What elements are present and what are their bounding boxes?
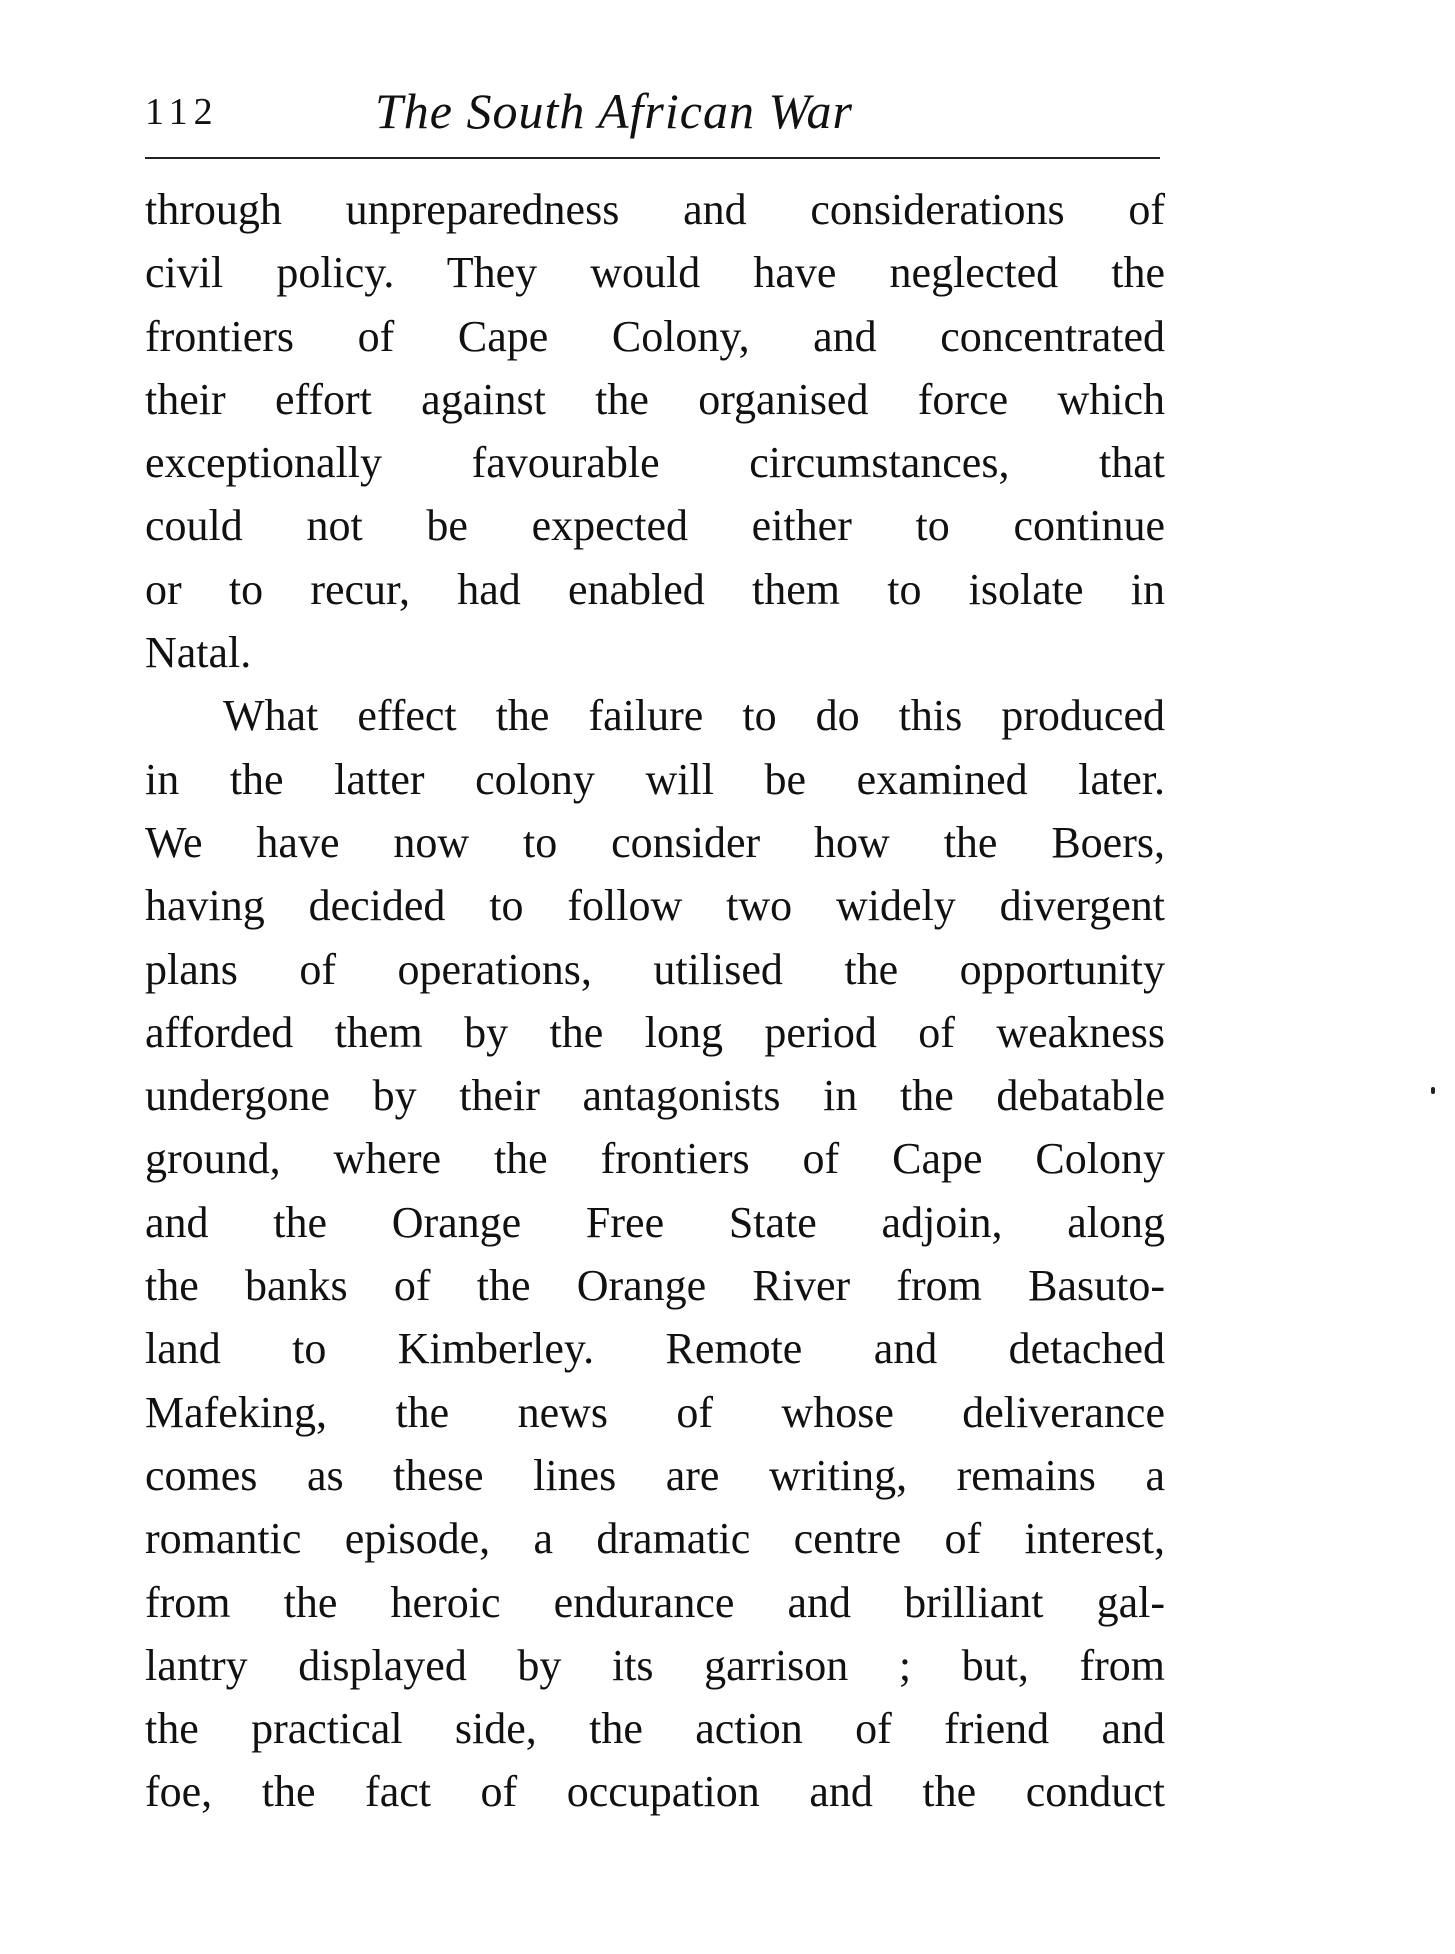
text-line: ground, where the frontiers of Cape Colony — [145, 1134, 1165, 1184]
text-line: Natal. — [145, 628, 252, 678]
text-line: What effect the failure to do this produced — [223, 691, 1165, 741]
text-line: having decided to follow two widely divergent — [145, 881, 1165, 931]
running-title: The South African War — [375, 83, 853, 139]
text-line: the practical side, the action of friend and — [145, 1704, 1165, 1754]
text-line: could not be expected either to continue — [145, 501, 1165, 551]
text-line: the banks of the Orange River from Basuto- — [145, 1261, 1165, 1311]
text-line: civil policy. They would have neglected the — [145, 248, 1165, 298]
text-line: We have now to consider how the Boers, — [145, 817, 1165, 867]
text-line: or to recur, had enabled them to isolate in — [145, 564, 1165, 614]
page-header — [145, 82, 1160, 152]
text-line: comes as these lines are writing, remains a — [145, 1450, 1165, 1500]
text-line: from the heroic endurance and brilliant gal- — [145, 1577, 1165, 1627]
text-line: exceptionally favourable circumstances, that — [145, 438, 1165, 488]
header-rule — [145, 157, 1160, 159]
text-line: undergone by their antagonists in the debatable — [145, 1071, 1165, 1121]
text-line: Mafeking, the news of whose deliverance — [145, 1387, 1165, 1437]
text-line: land to Kimberley. Remote and detached — [145, 1324, 1165, 1374]
text-line: in the latter colony will be examined later. — [145, 754, 1165, 804]
text-line: foe, the fact of occupation and the conduct — [145, 1767, 1165, 1817]
page-number: 112 — [145, 91, 219, 133]
text-line: afforded them by the long period of weakness — [145, 1007, 1165, 1057]
body-text — [145, 178, 1165, 1824]
text-line: romantic episode, a dramatic centre of interest, — [145, 1514, 1165, 1564]
ink-speck — [1431, 1087, 1435, 1094]
text-line: plans of operations, utilised the opportunity — [145, 944, 1165, 994]
text-line: through unpreparedness and considerations of — [145, 185, 1165, 234]
text-line: frontiers of Cape Colony, and concentrated — [145, 311, 1165, 361]
text-line: lantry displayed by its garrison ; but, from — [145, 1640, 1165, 1690]
text-line: their effort against the organised force which — [145, 374, 1165, 424]
text-line: and the Orange Free State adjoin, along — [145, 1197, 1165, 1247]
